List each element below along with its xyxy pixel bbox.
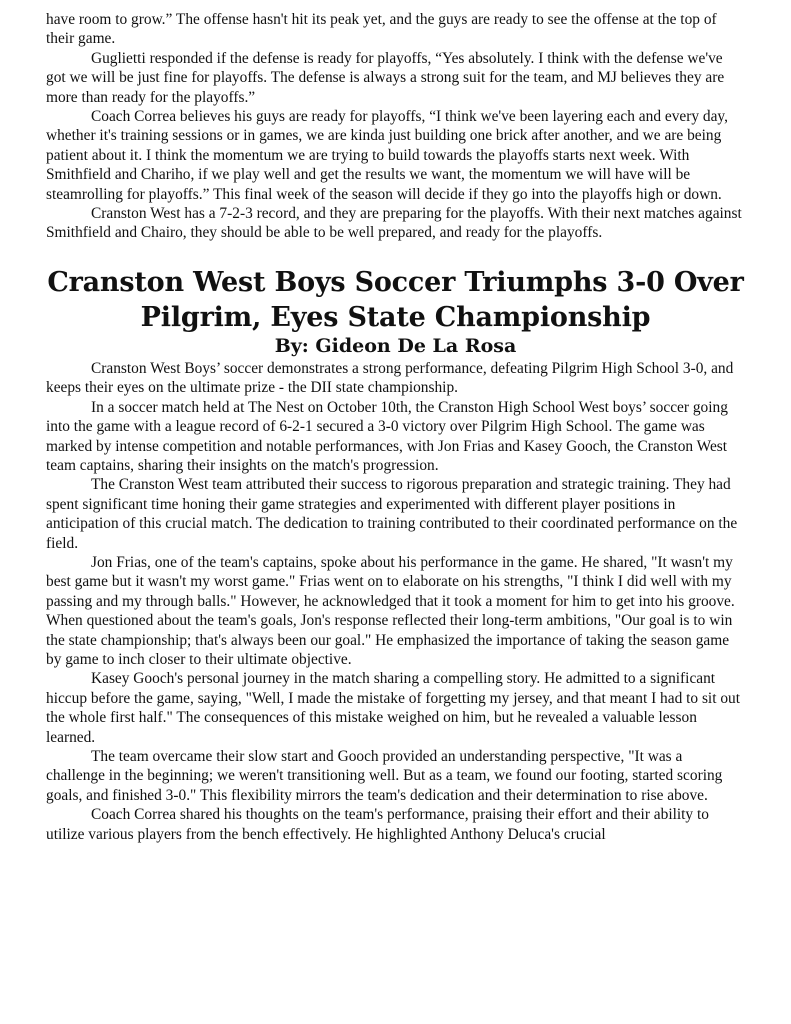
article-paragraph: Coach Correa believes his guys are ready for playoffs, “I think we've been layering each and every day, whether it's training sessions or in games, we are kinda just building one brick after another, and we are being patient about it. I think the momentum we are trying to build towards the playoffs starts next week. With Smithfield and Chariho, if we play well and get the results we want, the momentum we will have will be steamrolling for playoffs.” This final week of the season will decide if they go into the playoffs high or down. — [46, 108, 728, 203]
article-paragraph: Jon Frias, one of the team's captains, spoke about his performance in the game. He shared, "It wasn't my best game but it wasn't my worst game." Frias went on to elaborate on his strengths, "I think I did well with my passing and my through balls." However, he acknowledged that it took a moment for him to get into his groove. When questioned about the team's goals, Jon's response reflected their long-term ambitions, "Our goal is to win the state championship; that's always been our goal." He emphasized the importance of taking the season game by game to inch closer to their ultimate objective. — [46, 553, 735, 668]
article-paragraph: have room to grow.” The offense hasn't hit its peak yet, and the guys are ready to see the offense at the top of their game. — [46, 11, 717, 48]
article-paragraph: Guglietti responded if the defense is ready for playoffs, “Yes absolutely. I think with the defense we've got we will be just fine for playoffs. The defense is always a strong suit for the team, and MJ believes they are more than ready for the playoffs.” — [46, 49, 725, 106]
article-headline: Cranston West Boys Soccer Triumphs 3-0 Over Pilgrim, Eyes State Championship — [47, 266, 744, 333]
article-paragraph: The Cranston West team attributed their success to rigorous preparation and strategic training. They had spent significant time honing their game strategies and experimented with different player positions in anticipation of this crucial match. The dedication to training contributed to their coordinated performance on the field. — [46, 476, 738, 552]
article-paragraph: Cranston West Boys’ soccer demonstrates a strong performance, defeating Pilgrim High School 3-0, and keeps their eyes on the ultimate prize - the DII state championship. — [46, 359, 734, 397]
article-paragraph: Coach Correa shared his thoughts on the team's performance, praising their effort and their ability to utilize various players from the bench effectively. He highlighted Anthony Deluca's crucial — [46, 806, 709, 843]
article-paragraph: In a soccer match held at The Nest on October 10th, the Cranston High School West boys’ soccer going into the game with a league record of 6-2-1 secured a 3-0 victory over Pilgrim High School. The game was marked by intense competition and notable performances, with Jon Frias and Kasey Gooch, the Cranston West team captains, sharing their insights on the match's progression. — [46, 398, 728, 474]
article-paragraph: The team overcame their slow start and Gooch provided an understanding perspective, "It was a challenge in the beginning; we weren't transitioning well. But as a team, we found our footing, started scoring goals, and finished 3-0." This flexibility mirrors the team's dedication and their determination to rise above. — [46, 748, 723, 804]
article-paragraph: Cranston West has a 7-2-3 record, and they are preparing for the playoffs. With their next matches against Smithfield and Chairo, they should be able to be well prepared, and ready for the playoffs. — [46, 205, 742, 242]
article-paragraph: Kasey Gooch's personal journey in the match sharing a compelling story. He admitted to a significant hiccup before the game, saying, "Well, I made the mistake of forgetting my jersey, and that meant I had to sit out the whole first half." The consequences of this mistake weighed on him, but he revealed a valuable lesson learned. — [46, 670, 740, 746]
section-gap — [46, 243, 745, 265]
soccer-article — [46, 265, 745, 844]
article-byline: By: Gideon De La Rosa — [274, 334, 517, 357]
continued-article — [46, 10, 745, 243]
